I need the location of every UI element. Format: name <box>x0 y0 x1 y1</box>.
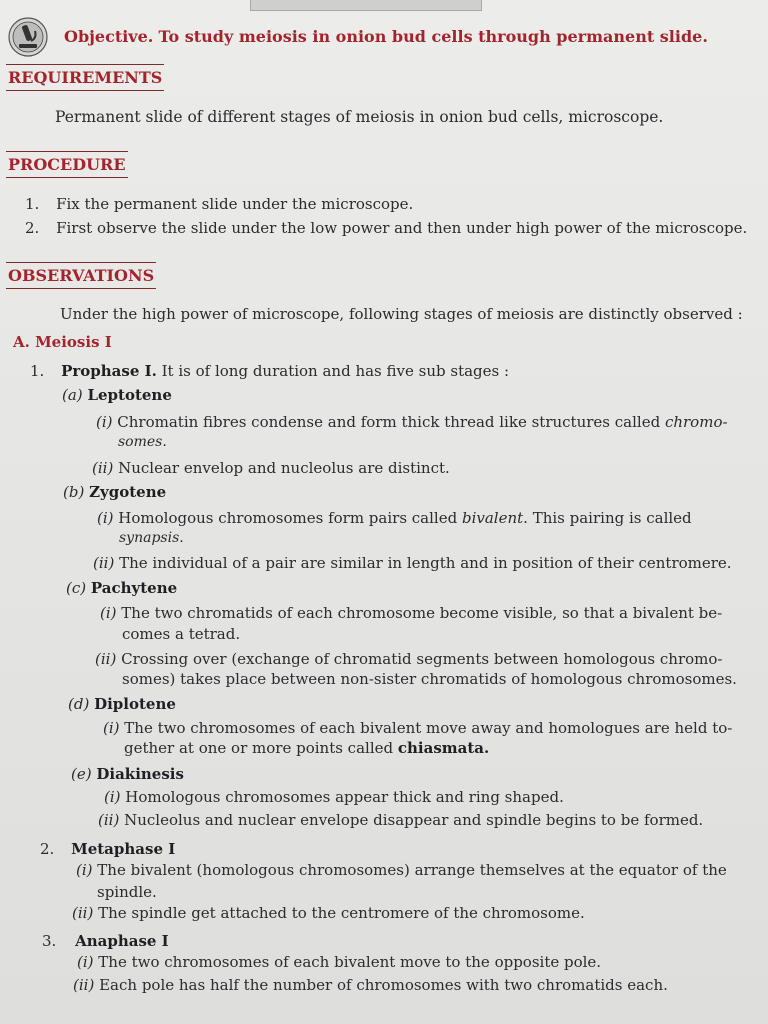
point-line <box>97 509 692 528</box>
point-line <box>95 650 722 669</box>
point-line <box>93 554 732 573</box>
substage-heading <box>63 483 166 502</box>
stage-title: Anaphase I <box>75 932 169 950</box>
point-text: Chromatin fibres condense and form thick thread like structures called <box>117 413 661 431</box>
stage-number: 3. <box>42 932 57 950</box>
point-text: gether at one or more points called <box>124 739 394 757</box>
procedure-heading: PROCEDURE <box>6 151 128 178</box>
point-text: The two chromosomes of each bivalent move to the opposite pole. <box>98 953 602 971</box>
substage-label: (b) <box>63 483 85 501</box>
point-line <box>96 413 728 432</box>
point-text: The two chromatids of each chromosome become visible, so that a bivalent be- <box>121 604 723 622</box>
point-number: (i) <box>103 719 120 737</box>
point-text: The bivalent (homologous chromosomes) arrange themselves at the equator of the <box>97 861 727 879</box>
point-line <box>100 604 722 623</box>
step-text: Fix the permanent slide under the microscope. <box>56 195 414 213</box>
procedure-step <box>25 219 747 238</box>
step-text: First observe the slide under the low power and then under high power of the microscope. <box>56 219 748 237</box>
point-line <box>92 459 450 478</box>
objective-line <box>64 27 708 46</box>
objective-text: To study meiosis in onion bud cells through permanent slide. <box>158 27 708 46</box>
point-line <box>77 953 601 972</box>
point-number: (i) <box>76 861 93 879</box>
substage-heading <box>66 579 177 598</box>
observations-intro: Under the high power of microscope, following stages of meiosis are distinctly observed : <box>60 305 743 323</box>
point-number: (ii) <box>73 976 95 994</box>
substage-heading <box>68 695 176 714</box>
point-text: The two chromosomes of each bivalent move away and homologues are held to- <box>124 719 733 737</box>
substage-name: Diplotene <box>94 695 176 713</box>
point-number: (ii) <box>93 554 115 572</box>
objective-label: Objective. <box>64 27 154 46</box>
point-line <box>98 811 703 830</box>
point-line <box>103 719 732 738</box>
substage-label: (c) <box>66 579 87 597</box>
point-continuation: somes) takes place between non-sister chromatids of homologous chromosomes. <box>122 670 737 688</box>
point-number: (ii) <box>95 650 117 668</box>
point-line <box>76 861 727 880</box>
substage-heading <box>62 386 172 405</box>
substage-heading <box>71 765 184 784</box>
point-number: (i) <box>97 509 114 527</box>
point-text: Homologous chromosomes appear thick and ring shaped. <box>125 788 564 806</box>
point-term: bivalent <box>461 509 524 527</box>
stage-title: Metaphase I <box>71 840 176 858</box>
point-continuation: comes a tetrad. <box>122 625 241 643</box>
substage-name: Pachytene <box>90 579 178 597</box>
point-number: (i) <box>104 788 121 806</box>
point-line <box>72 904 585 923</box>
procedure-step <box>25 195 413 214</box>
substage-name: Zygotene <box>89 483 167 501</box>
requirements-heading: REQUIREMENTS <box>6 64 164 91</box>
point-continuation: somes. <box>118 434 167 450</box>
point-number: (i) <box>77 953 94 971</box>
point-text: Each pole has half the number of chromosomes with two chromatids each. <box>99 976 668 994</box>
point-text: Nuclear envelop and nucleolus are distinct. <box>118 459 450 477</box>
point-number: (ii) <box>98 811 120 829</box>
point-term: chiasmata. <box>397 739 490 757</box>
stage-number: 2. <box>40 840 55 858</box>
step-number: 1. <box>25 195 40 213</box>
requirements-text: Permanent slide of different stages of meiosis in onion bud cells, microscope. <box>55 108 664 126</box>
prophase-line <box>30 362 509 381</box>
point-term: chromo- <box>664 413 728 431</box>
point-text: . This pairing is called <box>523 509 692 527</box>
substage-label: (a) <box>62 386 83 404</box>
stage-heading <box>40 840 175 859</box>
point-continuation <box>124 739 489 758</box>
point-number: (ii) <box>72 904 94 922</box>
point-term: synapsis <box>119 530 180 546</box>
substage-label: (e) <box>71 765 92 783</box>
substage-label: (d) <box>68 695 90 713</box>
substage-name: Leptotene <box>87 386 172 404</box>
point-line <box>73 976 668 995</box>
step-number: 2. <box>25 219 40 237</box>
point-number: (i) <box>96 413 113 431</box>
point-text: Crossing over (exchange of chromatid segments between homologous chromo- <box>121 650 723 668</box>
top-tab-decoration <box>250 0 482 11</box>
point-number: (ii) <box>92 459 114 477</box>
stage-heading <box>42 932 169 951</box>
stage-number: 1. <box>30 362 45 380</box>
observations-heading: OBSERVATIONS <box>6 262 156 289</box>
point-text: The individual of a pair are similar in length and in position of their centromere. <box>119 554 732 572</box>
point-text: The spindle get attached to the centromere of the chromosome. <box>98 904 585 922</box>
point-continuation: spindle. <box>97 883 157 901</box>
stage-desc: It is of long duration and has five sub stages : <box>161 362 510 380</box>
point-continuation: synapsis. <box>119 530 184 546</box>
point-line <box>104 788 564 807</box>
stage-title: Prophase I. <box>61 362 157 380</box>
substage-name: Diakinesis <box>96 765 184 783</box>
point-text: Nucleolus and nuclear envelope disappear and spindle begins to be formed. <box>124 811 704 829</box>
point-text: Homologous chromosomes form pairs called <box>118 509 458 527</box>
point-number: (i) <box>100 604 117 622</box>
section-meiosis-i: A. Meiosis I <box>13 333 112 351</box>
microscope-emblem-icon <box>7 16 49 58</box>
